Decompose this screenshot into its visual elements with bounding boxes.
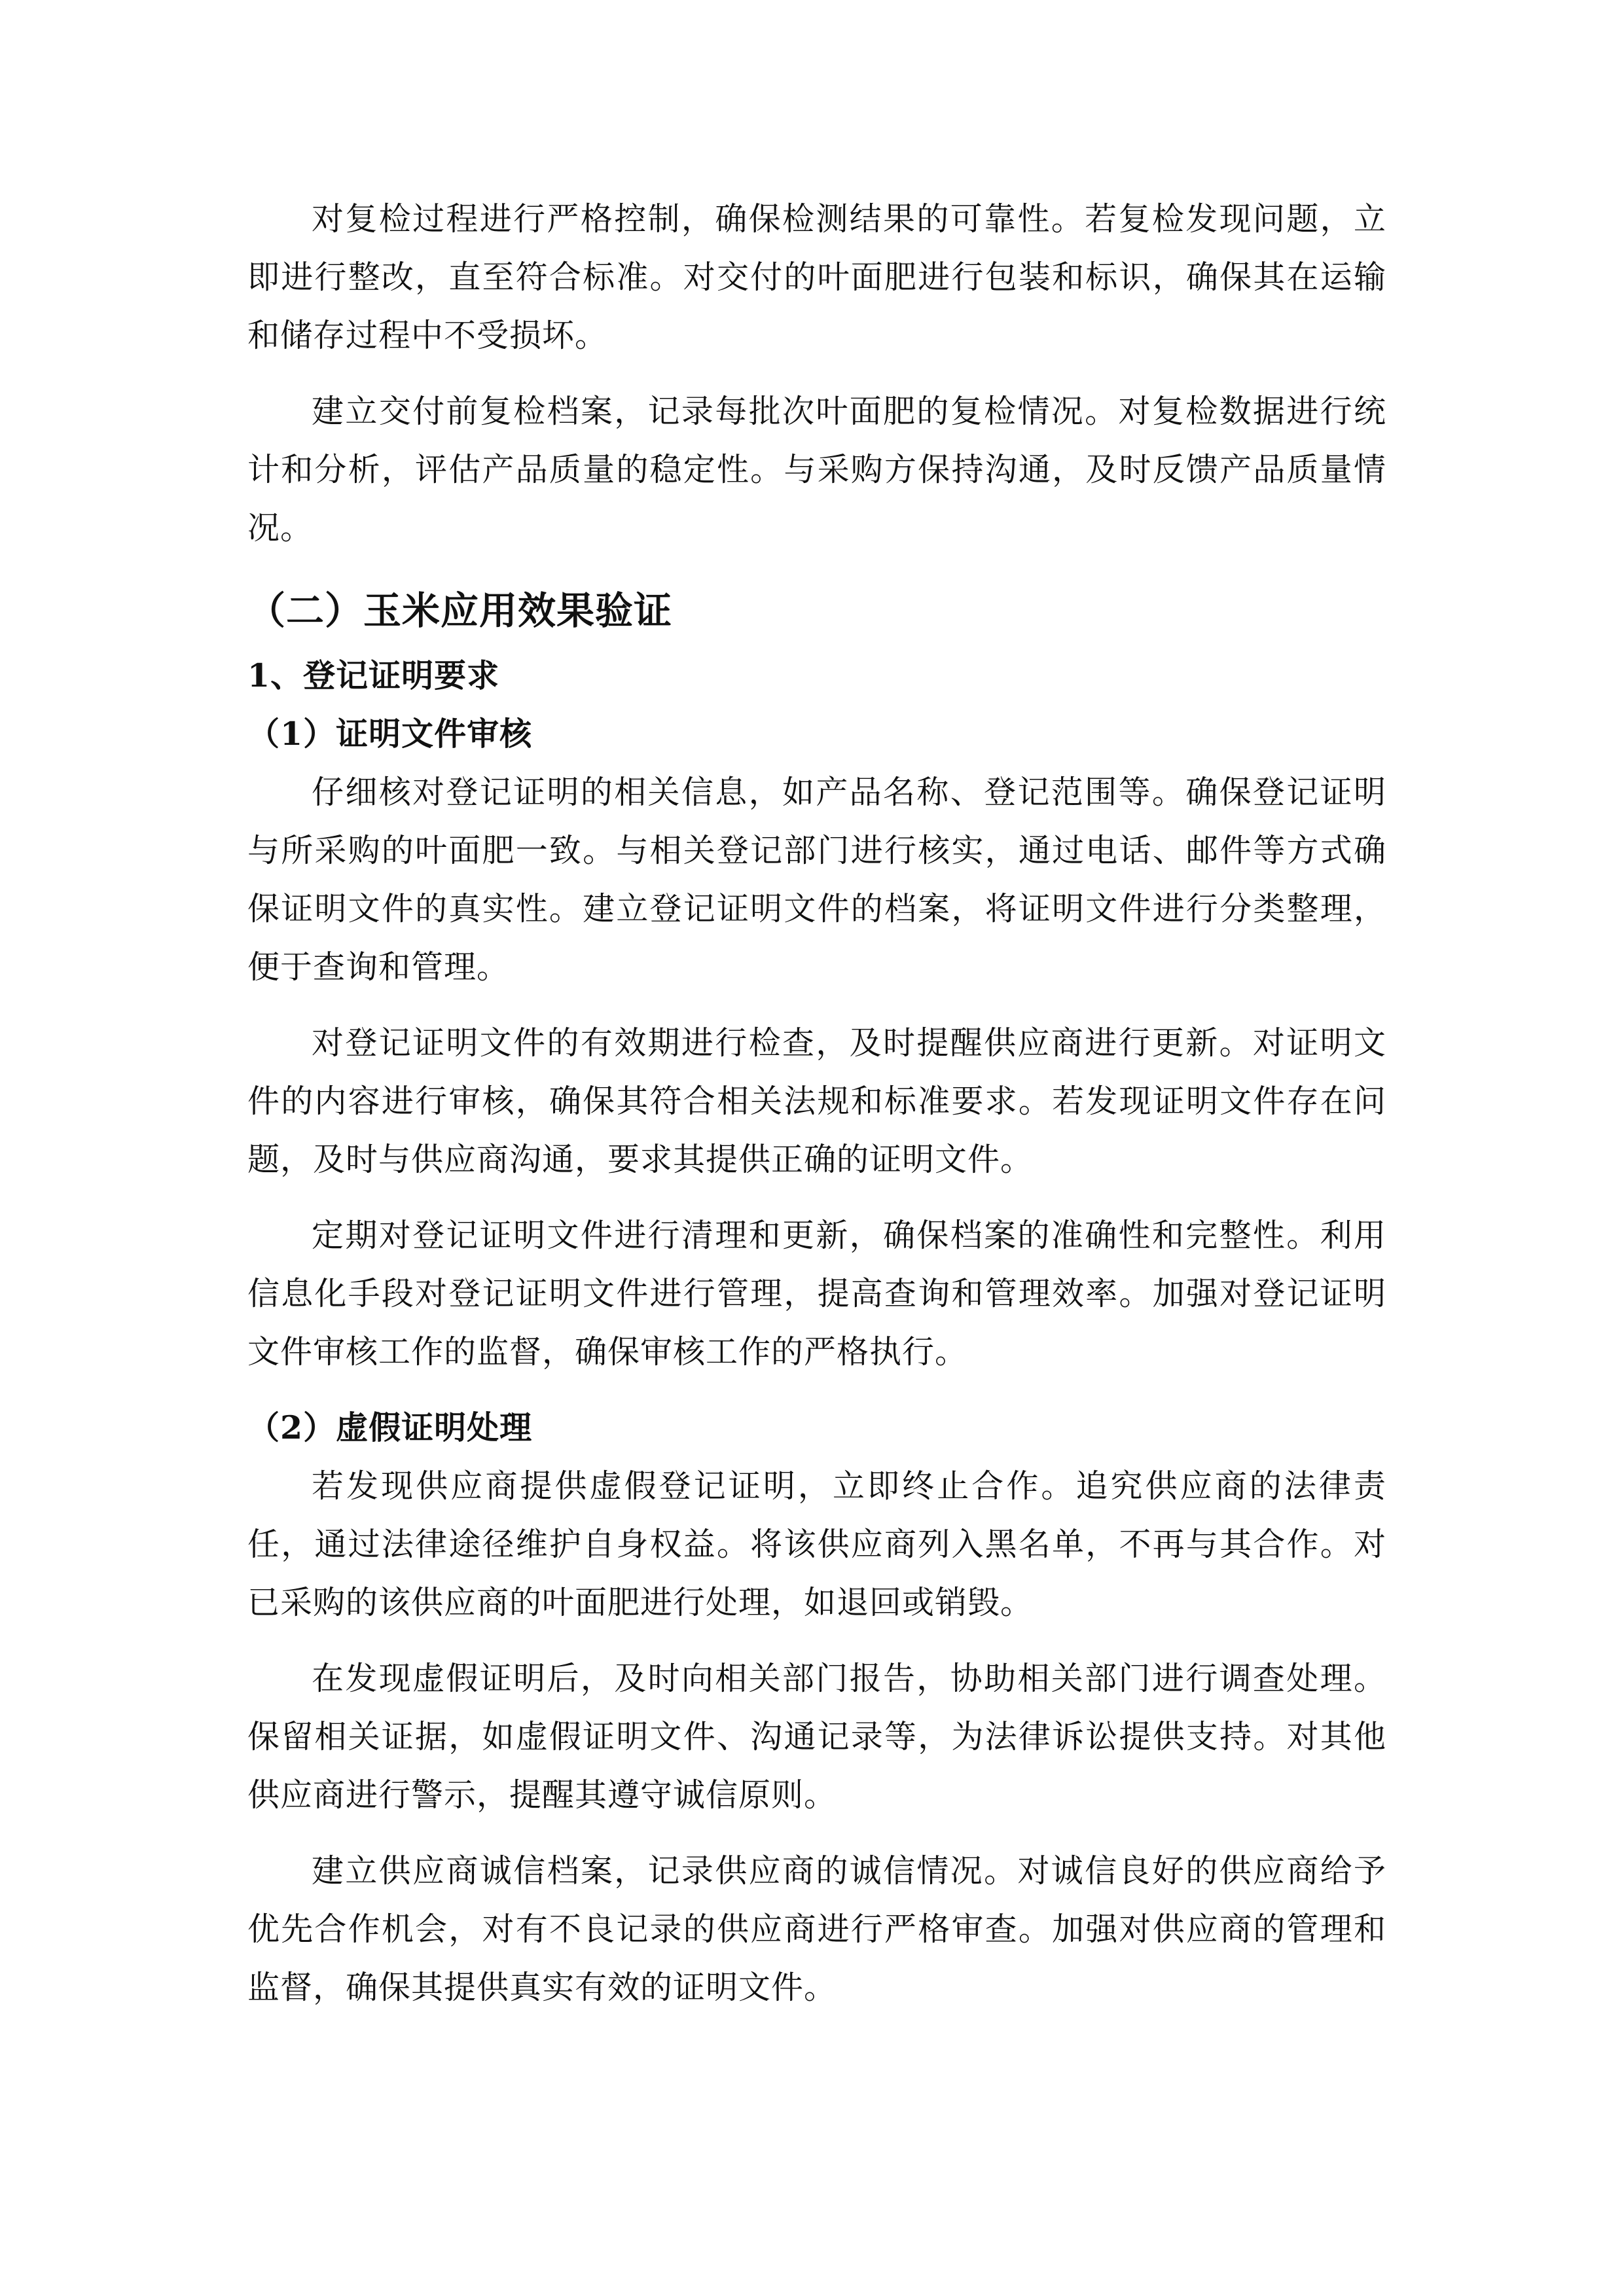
subsection-title-false-certificate: （2）虚假证明处理	[247, 1408, 533, 1446]
subsection-title-document-review: （1）证明文件审核	[247, 715, 533, 753]
document-body	[247, 190, 1386, 2034]
paragraph-false-certificate-2: 在发现虚假证明后，及时向相关部门报告，协助相关部门进行调查处理。保留相关证据，如虚假证明文件、沟通记录等，为法律诉讼提供支持。对其他供应商进行警示，提醒其遵守诚信原则。	[247, 1660, 1386, 1814]
paragraph-document-review-3: 定期对登记证明文件进行清理和更新，确保档案的准确性和完整性。利用信息化手段对登记证明文件进行管理，提高查询和管理效率。加强对登记证明文件审核工作的监督，确保审核工作的严格执行。	[247, 1217, 1386, 1371]
section-title: （二）玉米应用效果验证	[247, 588, 673, 633]
paragraph-false-certificate-1: 若发现供应商提供虚假登记证明，立即终止合作。追究供应商的法律责任，通过法律途径维护自身权益。将该供应商列入黑名单，不再与其合作。对已采购的该供应商的叶面肥进行处理，如退回或销毁。	[247, 1467, 1386, 1621]
paragraph-document-review-2: 对登记证明文件的有效期进行检查，及时提醒供应商进行更新。对证明文件的内容进行审核，确保其符合相关法规和标准要求。若发现证明文件存在问题，及时与供应商沟通，要求其提供正确的证明文件。	[247, 1024, 1386, 1178]
paragraph-document-review-1: 仔细核对登记证明的相关信息，如产品名称、登记范围等。确保登记证明与所采购的叶面肥一致。与相关登记部门进行核实，通过电话、邮件等方式确保证明文件的真实性。建立登记证明文件的档案，将证明文件进行分类整理，便于查询和管理。	[247, 774, 1386, 986]
subheading-registration-requirements: 1、登记证明要求	[247, 656, 500, 694]
paragraph-false-certificate-3: 建立供应商诚信档案，记录供应商的诚信情况。对诚信良好的供应商给予优先合作机会，对有不良记录的供应商进行严格审查。加强对供应商的管理和监督，确保其提供真实有效的证明文件。	[247, 1852, 1386, 2006]
paragraph-recheck-archive: 建立交付前复检档案，记录每批次叶面肥的复检情况。对复检数据进行统计和分析，评估产品质量的稳定性。与采购方保持沟通，及时反馈产品质量情况。	[247, 393, 1386, 547]
paragraph-recheck-control: 对复检过程进行严格控制，确保检测结果的可靠性。若复检发现问题，立即进行整改，直至符合标准。对交付的叶面肥进行包装和标识，确保其在运输和储存过程中不受损坏。	[247, 200, 1386, 354]
